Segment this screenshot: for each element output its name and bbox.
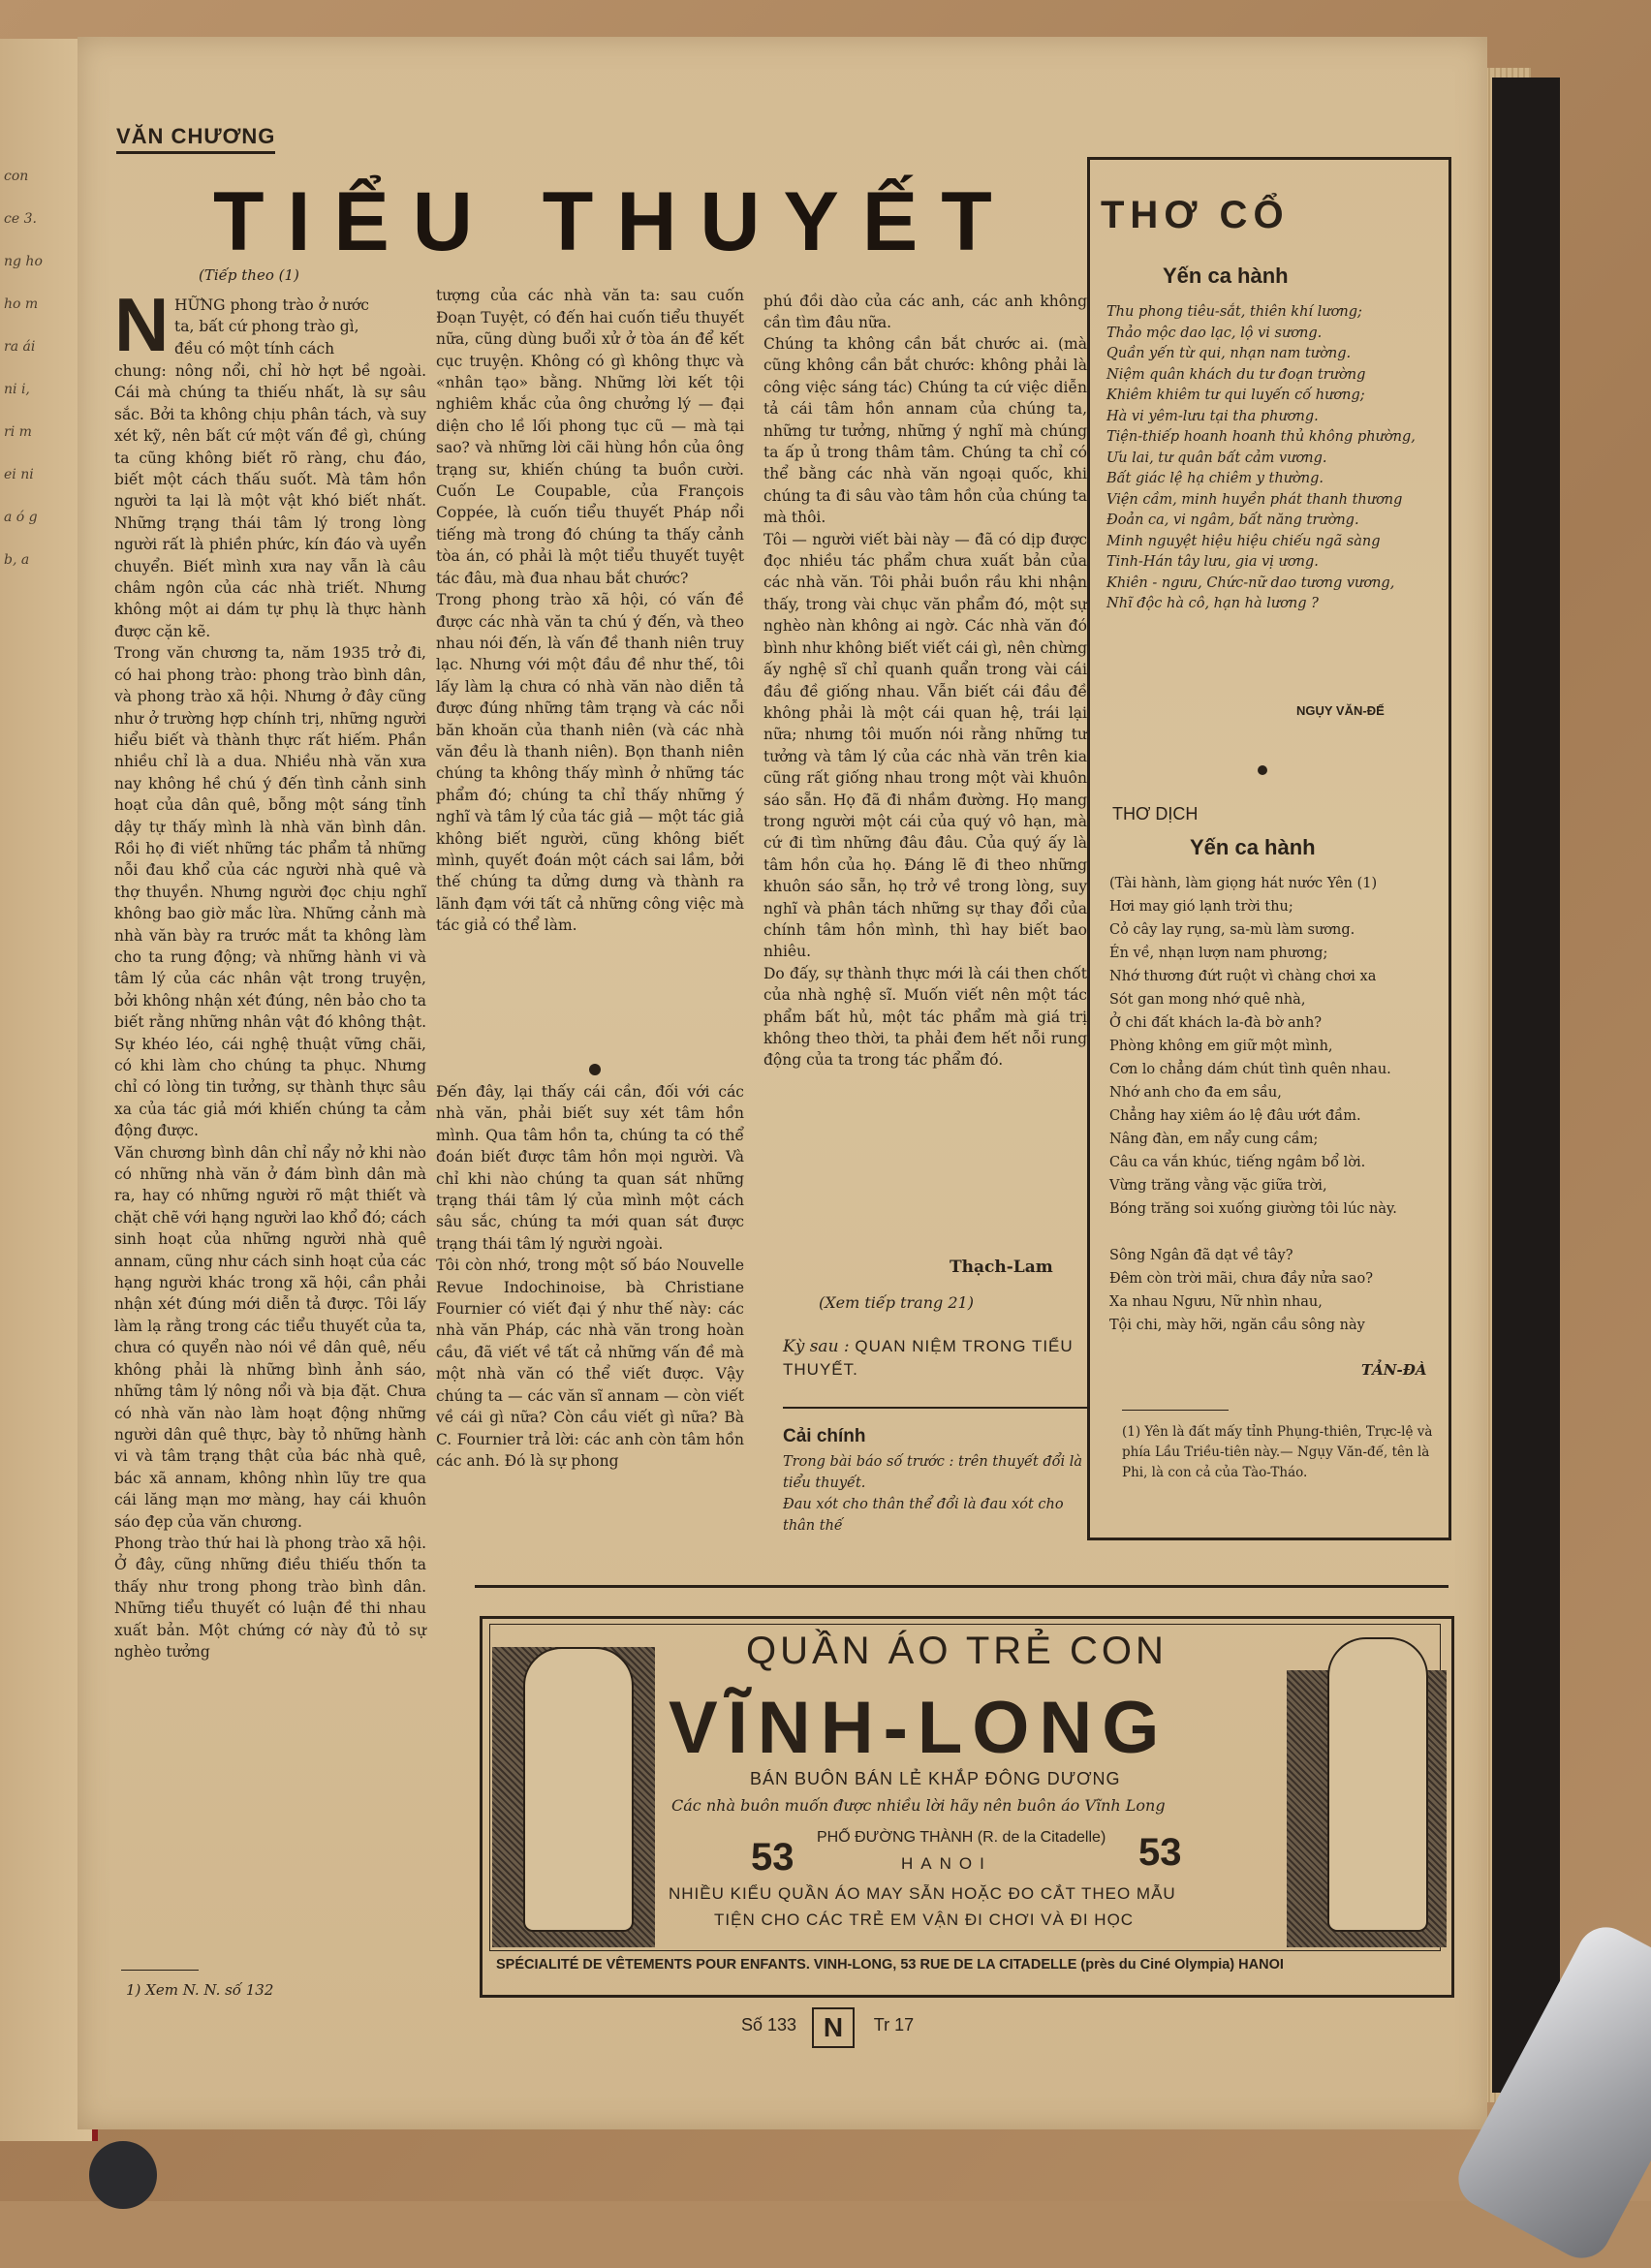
next-issue-note — [783, 1335, 1093, 1382]
article-column-2-part-1: tượng của các nhà văn ta: sau cuốn Đoạn Tuyệt, có đến hai cuốn tiểu thuyết nữa, cũng dùng buổi xử ở tòa án để kết cục truyện. Không có gì không thực và «nhân tạo» bằng. Những lời kết tội nghiêm khắc của ông chưởng lý — đại diện cho lề lối phong tục cũ — mà tại sao? và những lời cãi hùng hồn của ông trạng sư, khiến chúng ta buồn cười. Cuốn Le Coupable, của François Coppée, là cuốn tiểu thuyết Pháp nổi tiếng mà trong đó chúng ta thấy cảnh tòa án, có phải là một tiểu thuyết tuyệt tác đâu, mà đua nhau bắt chước? Trong phong trào xã hội, có vấn đề được các nhà văn ta chú ý đến, và theo nhau nói đến, là vấn đề thanh niên truy lạc. Nhưng với một đầu đề như thế, tôi lấy làm lạ chưa có nhà văn nào diễn tả được đúng những tâm trạng và các nỗi băn khoăn của thanh niên (và các nhà văn đều là thanh niên). Bọn thanh niên chúng ta không thấy mình ở những tác phẩm đó; chúng ta chỉ thấy những ý nghĩ và tâm lý của tác giả — một tác giả không biết người, cũng không biết mình, quyết đoán một cách sai lầm, bởi thế chúng ta dửng dưng và thành ra lãnh đạm với tất cả những công việc mà tác giả có thể làm. — [436, 287, 744, 935]
page-label: Tr 17 — [873, 2015, 915, 2035]
article-title: TIỂU THUYẾT — [213, 175, 1015, 268]
article-column-1: chung: nông nổi, chỉ hờ hợt bề ngoài. Cái mà chúng ta thiếu nhất, là sự sâu sắc. Bởi ta không chịu phân tách, và suy xét kỹ, nên bất cứ một vấn đề gì, chúng ta cũng không biết rõ ràng, chu đáo, biết một cách thấu suốt. Mà tâm hồn người ta lại là một vật khó biết nhất. Những trạng thái tâm lý trong lòng người rất là phiền phức, kín đáo và uyển chuyển. Biết mình xưa nay vẫn là câu châm ngôn của các nhà triết. Nhưng không một ai dám tự phụ là thực hành được cặn kẽ. Trong văn chương ta, năm 1935 trở đi, có hai phong trào: phong trào bình dân, và phong trào xã hội. Nhưng ở đây cũng như ở trường hợp chính trị, những người hiểu biết và thành thực rất hiếm. Phần nhiều chỉ là a dua. Nhiều nhà văn xưa nay không hề chú ý đến tình cảnh sinh hoạt của dân quê, bỗng một sáng tỉnh dậy tự thấy mình là nhà văn bình dân. Rồi họ đi viết những tác phẩm tả những nỗi đau khổ của các người nhà quê và thợ thuyền. Nhưng người đọc chịu nghĩ không bao giờ mắc lừa. Những cảnh mà nhà văn bày ra trước mắt ta không làm cho ta rung động; và những hành vi và tâm lý của các nhân vật trong truyện, bởi không nhận xét đúng, nên bảo cho ta biết rằng những nhân vật đó không thật. Sự khéo léo, cái nghệ thuật vững chãi, có khi làm cho chúng ta phục. Nhưng chỉ có lòng tin tưởng, sự thành thực sâu xa của tác giả mới khiến chúng ta cảm động được. Văn chương bình dân chỉ nẩy nở khi nào có những nhà văn ở đám bình dân mà ra, hay có những người rõ mật thiết và chặt chẽ với hạng người lao khổ đó; cách sinh hoạt của những người nhà quê annam, cũng như cách sinh hoạt của các hạng người khác trong xã hội, cần phải nhận xét đúng mới diễn tả được. Tôi lấy làm lạ rằng trong các tiểu thuyết của ta, chưa có quyển nào nói về dân quê, nếu không phải là những bình ảnh sáo, những tâm lý nông nổi và bịa đặt. Chưa có nhà văn nào làm hoạt động những người dân quê thực, bày tỏ những hành vi và tâm trạng thật của bác nhà quê, bác xã annam, không nhìn lũy tre qua cái lăng mạn mơ màng, hay cái khuôn sáo đẹp của văn chương. Phong trào thứ hai là phong trào xã hội. Ở đây, cũng những điều thiếu thốn ta thấy như trong phong trào bình dân. Những tiểu thuyết có luận đề thi nhau xuất bản. Một chứng cớ này đủ tỏ sự nghèo tưởng — [114, 362, 426, 1661]
poem-heading: THƠ CỔ — [1101, 194, 1290, 236]
next-issue-label: Kỳ sau : — [783, 1337, 850, 1356]
correction-heading: Cải chính — [783, 1426, 866, 1446]
translation-title: Yến ca hành — [1190, 835, 1316, 859]
poem-title: Yến ca hành — [1163, 264, 1289, 288]
ad-styles-line: NHIỀU KIỂU QUẦN ÁO MAY SẴN HOẶC ĐO CẮT THEO MẪU — [669, 1884, 1176, 1903]
ad-brand: VĨNH-LONG — [669, 1687, 1169, 1769]
footnote-rule — [121, 1970, 199, 1971]
article-column-3-top: phú đồi dào của các anh, các anh không cần tìm đâu nữa. — [763, 293, 1087, 332]
ad-french-footer: SPÉCIALITÉ DE VÊTEMENTS POUR ENFANTS. VINH-LONG, 53 RUE DE LA CITADELLE (près du Ciné Olympia) HANOI — [496, 1957, 1284, 1973]
poem-text: Thu phong tiêu-sắt, thiên khí lương; Thảo mộc dao lạc, lộ vi sương. Quần yến từ qui, nhạn nam tường. Niệm quân khách du tư đoạn trường Khiêm khiêm tư qui luyến cố hương; Hà vi yêm-lưu tại tha phương. Tiện-thiếp hoanh hoanh thủ không phường, Ưu lai, tư quân bất cảm vương. Bất giác lệ hạ chiêm y thường. Viện cầm, minh huyền phát thanh thương Đoản ca, vi ngâm, bất năng trường. Minh nguyệt hiệu hiệu chiếu ngã sàng Tinh-Hán tây lưu, gia vị ương. Khiên - ngưu, Chức-nữ dao tương vương, Nhĩ độc hà cô, hạn hà lương ? — [1106, 304, 1416, 611]
translation-text: (Tài hành, làm giọng hát nước Yên (1) Hơi may gió lạnh trời thu; Cỏ cây lay rụng, sa-mù làm sương. Én về, nhạn lượn nam phương; Nhớ thương đứt ruột vì chàng chơi xa Sót gan mong nhớ quê nhà, Ở chi đất khách la-đà bờ anh? Phòng không em giữ một mình, Cơn lo chẳng dám chút tình quên nhau. Nhớ anh cho đa em sầu, Chẳng hay xiêm áo lệ đâu ướt đầm. Nâng đàn, em nẩy cung cầm; Câu ca vắn khúc, tiếng ngâm bổ lời. Vừng trăng vằng vặc giữa trời, Bóng trăng soi xuống giường tôi lúc này. Sông Ngân đã dạt về tây? Đêm còn trời mãi, chưa đầy nửa sao? Xa nhau Ngưu, Nữ nhìn nhau, Tội chi, mày hỡi, ngăn cầu sông này — [1109, 876, 1397, 1333]
ad-city: HANOI — [901, 1854, 992, 1873]
child-figure-right — [1327, 1637, 1428, 1932]
separator-dot — [589, 1064, 601, 1075]
ad-wholesale-line: BÁN BUÔN BÁN LẺ KHẮP ĐÔNG DƯƠNG — [750, 1769, 1121, 1788]
next-issue-title: QUAN NIỆM TRONG TIỂU THUYẾT. — [783, 1337, 1074, 1379]
article-footnote: 1) Xem N. N. số 132 — [126, 1981, 274, 1999]
divider-rule — [783, 1407, 1088, 1409]
poem-footnote-rule — [1122, 1410, 1229, 1411]
poem-footnote: (1) Yên là đất mấy tỉnh Phụng-thiên, Trực-lệ và phía Lầu Triều-tiên này.— Ngụy Văn-đế, tên là Phi, là con cả của Tào-Tháo. — [1122, 1424, 1433, 1480]
see-more-note: (Xem tiếp trang 21) — [819, 1293, 974, 1312]
book-spine — [1492, 78, 1560, 2093]
ad-merchants-line: Các nhà buôn muốn được nhiều lời hãy nên buôn áo Vĩnh Long — [671, 1796, 1166, 1815]
advertisement-top-rule — [475, 1585, 1449, 1588]
binder-knob — [89, 2141, 157, 2209]
article-opening: HỮNG phong trào ở nước ta, bất cứ phong trào gì, đều có một tính cách — [174, 296, 369, 357]
ad-street-number-left: 53 — [751, 1836, 794, 1879]
ad-convenience-line: TIỆN CHO CÁC TRẺ EM VẬN ĐI CHƠI VÀ ĐI HỌC — [714, 1911, 1135, 1929]
issue-number: Số 133 — [741, 2015, 797, 2035]
translation-label: THƠ DỊCH — [1112, 804, 1199, 823]
translation-signature: TẢN-ĐÀ — [1361, 1361, 1427, 1379]
continued-note: (Tiếp theo (1) — [199, 266, 299, 284]
article-column-2 — [436, 264, 744, 937]
previous-page-text: con ce 3. ng ho ho m ra ái ni i, ri m ei ni a ó g b, a — [4, 169, 43, 568]
poem-signature: NGỤY VĂN-ĐẾ — [1296, 703, 1385, 718]
ad-headline: QUẦN ÁO TRẺ CON — [746, 1630, 1168, 1672]
section-label: VĂN CHƯƠNG — [116, 124, 275, 154]
ad-address: PHỐ ĐƯỜNG THÀNH (R. de la Citadelle) — [817, 1829, 1106, 1846]
author-signature: Thạch-Lam — [950, 1258, 1053, 1277]
drop-cap: N — [114, 282, 170, 367]
poem-separator-dot — [1258, 765, 1267, 775]
girl-figure-left — [523, 1647, 634, 1932]
newspaper-logo: N — [812, 2007, 855, 2048]
correction-text: Trong bài báo số trước : trên thuyết đổi là tiểu thuyết. Đau xót cho thân thể đổi là đau xót cho thân thế — [783, 1454, 1082, 1534]
ad-street-number-right: 53 — [1138, 1831, 1182, 1874]
article-column-2-part-2: Đến đây, lại thấy cái cần, đối với các nhà văn, phải biết suy xét tâm hồn mình. Qua tâm hồn ta, chúng ta có thể đoán biết được tâm hồn mọi người. Và chỉ khi nào chúng ta quan sát những trạng thái tâm lý của mình một cách sâu sắc, chúng ta mới quan sát được trạng thái tâm lý người ngoài. Tôi còn nhớ, trong một số báo Nouvelle Revue Indochinoise, bà Christiane Fournier có viết đại ý như thế này: các nhà văn Pháp, các nhà văn trong hoàn cầu, đã viết về tất cả những vấn đề mà một nhà văn có thể viết được. Vậy chúng ta — các văn sĩ annam — còn viết về cái gì nữa? Còn cầu viết gì nữa? Bà C. Fournier trả lời: các anh còn tâm hồn các anh. Đó là sự phong — [436, 1083, 744, 1470]
article-column-3: Chúng ta không cần bắt chước ai. (mà cũng không cần bắt chước: không phải là công việc sáng tác) Chúng ta cứ việc diễn tả cái tâm hồn annam của chúng ta, những tư tưởng, những ý nghĩ mà chúng ta ấp ủ trong thâm tâm. Chúng ta chỉ có thể bằng các nhà văn ngoại quốc, khi chúng ta đi sâu vào tâm hồn của chúng ta mà thôi. Tôi — người viết bài này — đã có dịp được đọc nhiều tác phẩm chưa xuất bản của các nhà văn. Tôi phải buồn rầu khi nhận thấy, trong vài chục văn phẩm đó, một sự nghèo nàn không ai ngờ. Các nhà văn đó bình như không biết viết cái gì, nên chừng ấy nghệ sĩ chỉ quanh quẩn trong vài cái đầu đề giống nhau. Vẫn biết cái đầu đề không phải là một cái quan hệ, trái lại nữa; nhưng tôi muốn nói rằng những tư tưởng và tâm lý của các nhà văn trên kia cũng rất giống nhau trong một vài khuôn sáo sẵn. Họ đã đi nhầm đường. Họ mang trong người một cái của quý vô hạn, mà cứ đi tìm những đâu đâu. Của quý ấy là tâm hồn của họ. Đáng lẽ đi theo những khuôn sáo sẵn, họ trở về trong lòng, suy nghĩ và phân tách những sự thay đổi của chính tâm hồn mình, thì hay biết bao nhiêu. Do đấy, sự thành thực mới là cái then chốt của nhà nghệ sĩ. Muốn viết nên một tác phẩm bất hủ, một tác phẩm mà giá trị không theo thời, ta phải đem hết nỗi rung động của ta trong tác phẩm đó. — [763, 335, 1087, 1070]
